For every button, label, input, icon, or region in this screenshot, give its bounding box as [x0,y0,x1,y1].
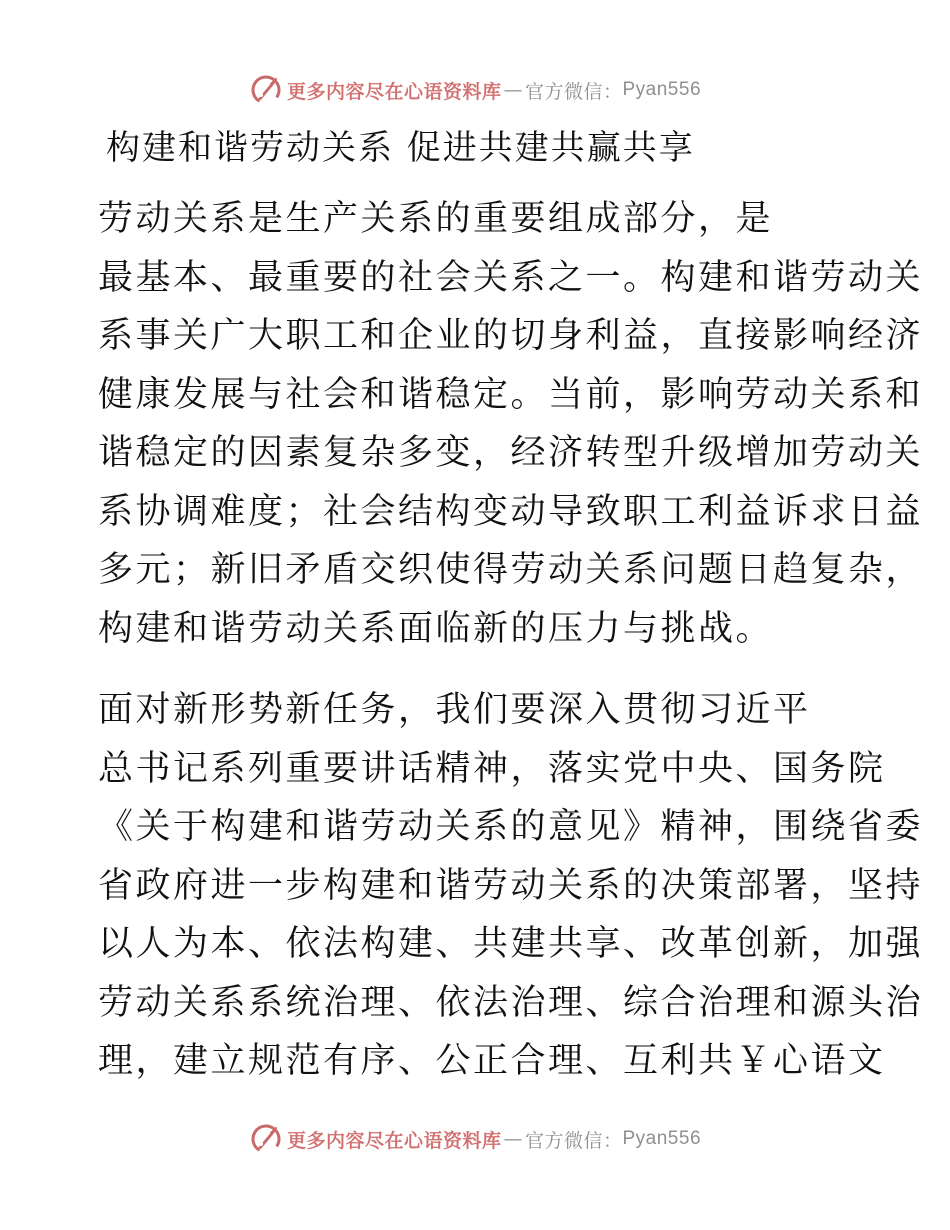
text-line: 理，建立规范有序、公正合理、互利共￥心语文 [98,1041,886,1081]
footer-wechat-label: 官方微信： [524,1129,623,1152]
text-line: 以人为本、依法构建、共建共享、改革创新，加强 [98,924,924,964]
text-line: 系事关广大职工和企业的切身利益，直接影响经济 [98,316,924,356]
header-wechat-label: 官方微信： [524,80,623,103]
paragraph-2 [98,681,924,1091]
text-line: 最基本、最重要的社会关系之一。构建和谐劳动关 [98,257,924,298]
paragraph-1 [98,190,924,658]
text-line: 健康发展与社会和谐稳定。当前，影响劳动关系和 [98,374,924,415]
text-line: 构建和谐劳动关系面临新的压力与挑战。 [98,608,774,649]
quill-logo-icon [249,73,283,107]
header-site-name: 更多内容尽在心语资料库 [286,80,502,103]
text-line: 谐稳定的因素复杂多变，经济转型升级增加劳动关 [98,433,924,473]
header-wechat-id: Pyan556 [622,79,702,100]
text-line: 《关于构建和谐劳动关系的意见》精神，围绕省委 [98,807,924,847]
text-line: 总书记系列重要讲话精神，落实党中央、国务院 [98,748,886,789]
footer-site-name: 更多内容尽在心语资料库 [286,1129,502,1152]
text-line: 省政府进一步构建和谐劳动关系的决策部署，坚持 [98,865,924,906]
footer-separator: — [503,1128,523,1150]
footer-watermark-banner [0,1119,950,1159]
header-watermark-text [287,77,701,104]
document-title: 构建和谐劳动关系 促进共建共赢共享 [106,128,695,168]
quill-logo-icon [249,1122,283,1156]
text-line: 劳动关系系统治理、依法治理、综合治理和源头治 [98,982,924,1023]
footer-watermark-text [287,1126,701,1153]
text-line: 劳动关系是生产关系的重要组成部分，是 [98,199,774,239]
text-line: 面对新形势新任务，我们要深入贯彻习近平 [98,690,811,730]
text-line: 系协调难度；社会结构变动导致职工利益诉求日益 [98,491,924,532]
header-separator: — [503,79,523,101]
footer-wechat-id: Pyan556 [622,1128,702,1149]
header-watermark-banner [0,70,950,110]
text-line: 多元；新旧矛盾交织使得劳动关系问题日趋复杂， [98,550,924,590]
